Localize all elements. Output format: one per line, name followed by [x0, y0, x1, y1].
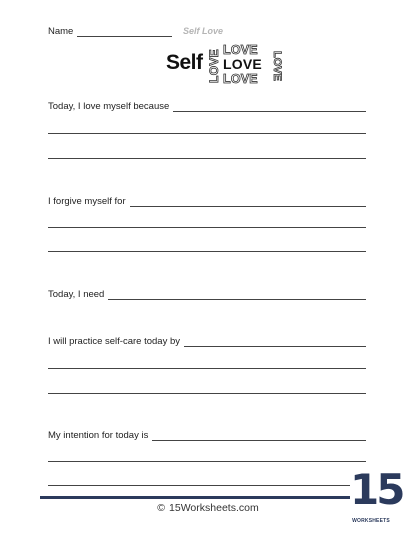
prompt-love-myself — [48, 101, 366, 112]
prompt-label: Today, I love myself because — [48, 101, 170, 112]
answer-line[interactable] — [173, 103, 366, 112]
footer-divider — [40, 496, 380, 499]
name-input-line[interactable] — [77, 28, 172, 37]
love-bottom: LOVE — [223, 72, 258, 86]
copyright-icon: © — [157, 502, 166, 514]
answer-line[interactable] — [130, 198, 366, 207]
logo-number: 15 — [350, 465, 403, 514]
worksheet-topic: Self Love — [183, 26, 224, 36]
footer-site: 15Worksheets.com — [169, 502, 259, 514]
answer-line[interactable] — [48, 368, 366, 369]
prompt-forgive — [48, 196, 366, 207]
prompt-label: I will practice self-care today by — [48, 336, 180, 347]
answer-line[interactable] — [48, 393, 366, 394]
prompt-need — [48, 289, 366, 300]
name-label: Name — [48, 26, 74, 37]
answer-line[interactable] — [184, 338, 366, 347]
prompt-label: Today, I need — [48, 289, 105, 300]
prompt-intention — [48, 430, 366, 441]
love-middle: LOVE — [223, 56, 262, 72]
name-row — [48, 26, 172, 37]
love-top: LOVE — [223, 43, 258, 57]
prompt-label: My intention for today is — [48, 430, 149, 441]
answer-line[interactable] — [152, 432, 366, 441]
answer-line[interactable] — [48, 227, 366, 228]
prompt-self-care — [48, 336, 366, 347]
answer-line[interactable] — [48, 485, 366, 486]
title-self: Self — [166, 51, 203, 74]
prompt-label: I forgive myself for — [48, 196, 126, 207]
love-vertical-left: LOVE — [207, 49, 221, 83]
answer-line[interactable] — [48, 158, 366, 159]
answer-line[interactable] — [48, 251, 366, 252]
answer-line[interactable] — [48, 461, 366, 462]
answer-line[interactable] — [48, 133, 366, 134]
logo-word: WORKSHEETS — [352, 518, 390, 524]
site-logo — [350, 465, 403, 530]
answer-line[interactable] — [108, 291, 366, 300]
love-vertical-right: LOVE — [270, 51, 283, 81]
